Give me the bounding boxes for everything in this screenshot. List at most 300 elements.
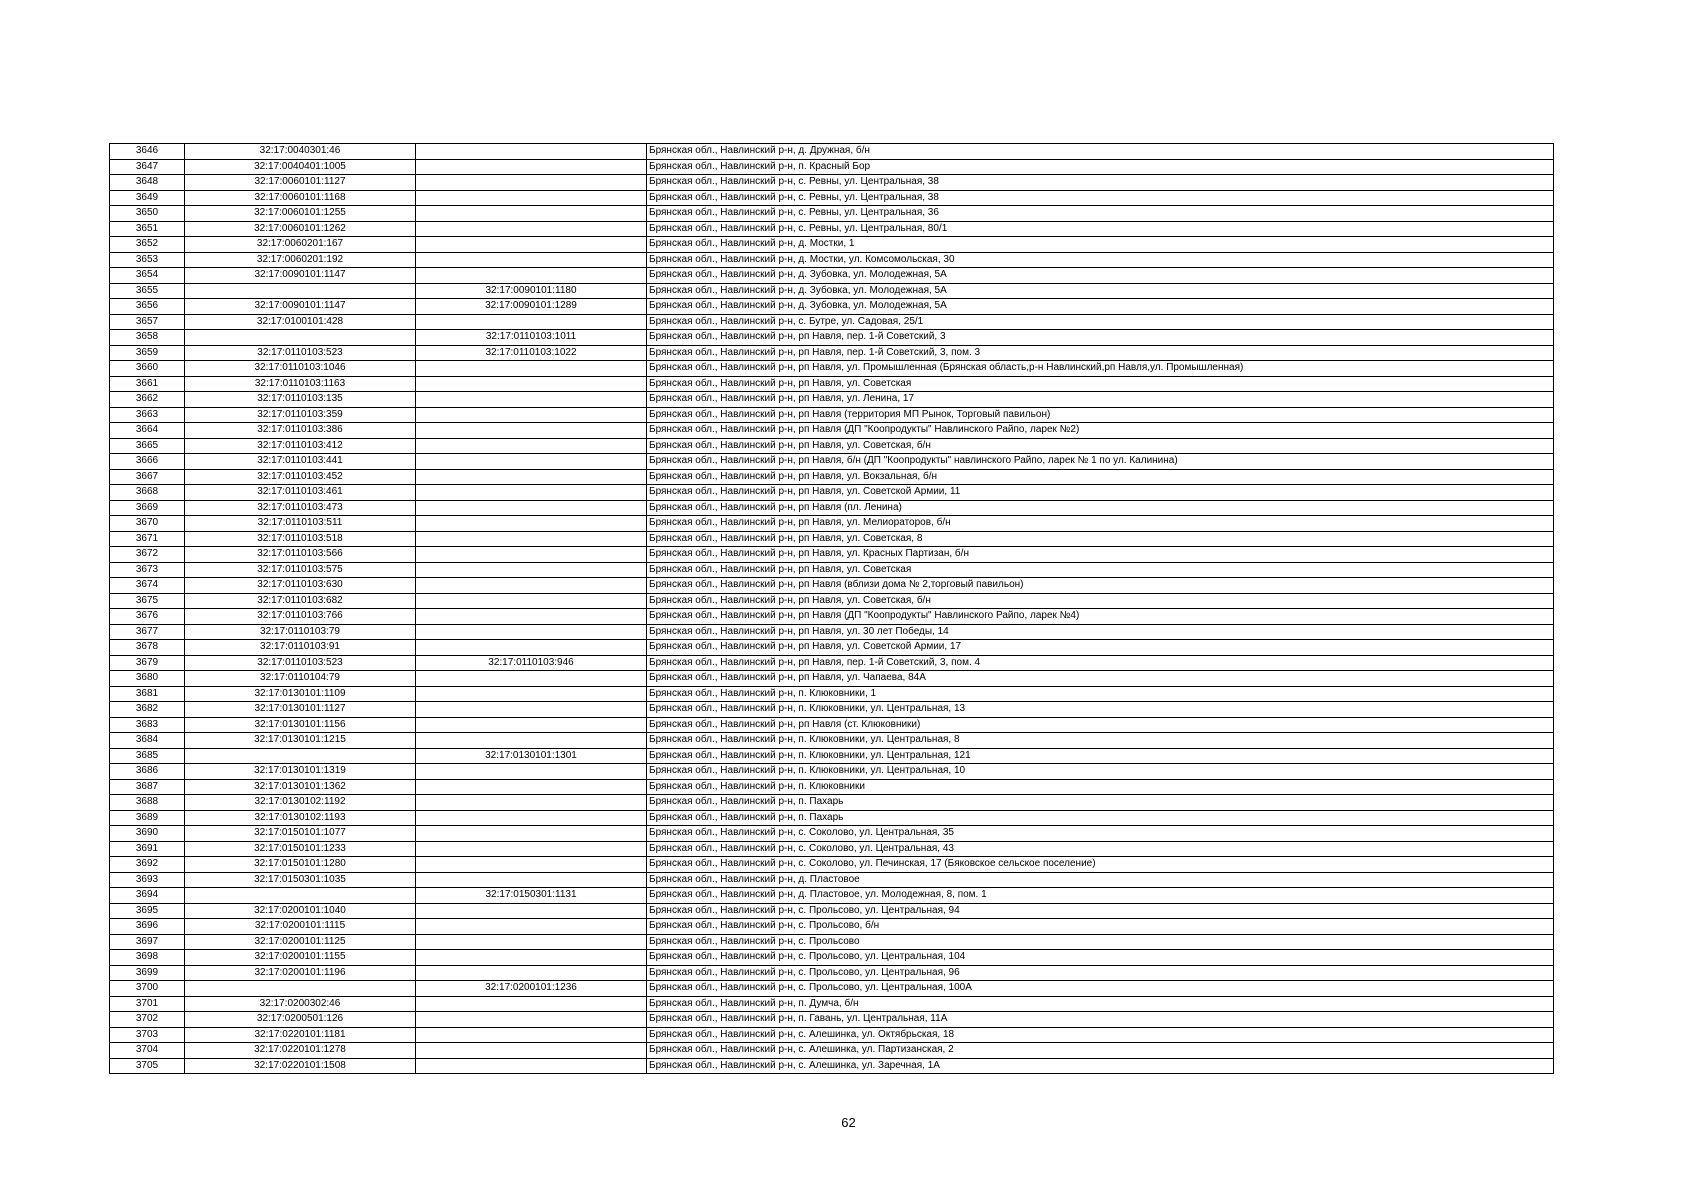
row-number-cell: 3650 bbox=[110, 206, 185, 222]
address-cell: Брянская обл., Навлинский р-н, рп Навля, ул. Мелиораторов, б/н bbox=[647, 516, 1554, 532]
registry-table bbox=[109, 143, 1554, 1074]
table-row bbox=[110, 1012, 1554, 1028]
cadastral-number-cell: 32:17:0060101:1168 bbox=[185, 190, 416, 206]
related-cadastral-number-cell bbox=[416, 795, 647, 811]
related-cadastral-number-cell bbox=[416, 779, 647, 795]
related-cadastral-number-cell: 32:17:0110103:1022 bbox=[416, 345, 647, 361]
table-row bbox=[110, 144, 1554, 160]
table-row bbox=[110, 454, 1554, 470]
cadastral-number-cell: 32:17:0200501:126 bbox=[185, 1012, 416, 1028]
table-row bbox=[110, 175, 1554, 191]
row-number-cell: 3683 bbox=[110, 717, 185, 733]
related-cadastral-number-cell bbox=[416, 252, 647, 268]
row-number-cell: 3698 bbox=[110, 950, 185, 966]
table-row bbox=[110, 221, 1554, 237]
address-cell: Брянская обл., Навлинский р-н, д. Мостки, 1 bbox=[647, 237, 1554, 253]
table-row bbox=[110, 578, 1554, 594]
table-row bbox=[110, 407, 1554, 423]
related-cadastral-number-cell bbox=[416, 593, 647, 609]
cadastral-number-cell: 32:17:0060101:1127 bbox=[185, 175, 416, 191]
table-row bbox=[110, 717, 1554, 733]
row-number-cell: 3665 bbox=[110, 438, 185, 454]
address-cell: Брянская обл., Навлинский р-н, рп Навля, ул. Промышленная (Брянская область,р-н Навлинский,рп Навля,ул. Промышленная) bbox=[647, 361, 1554, 377]
cadastral-number-cell: 32:17:0060201:192 bbox=[185, 252, 416, 268]
address-cell: Брянская обл., Навлинский р-н, п. Пахарь bbox=[647, 810, 1554, 826]
cadastral-number-cell: 32:17:0110103:412 bbox=[185, 438, 416, 454]
row-number-cell: 3703 bbox=[110, 1027, 185, 1043]
cadastral-number-cell bbox=[185, 888, 416, 904]
cadastral-number-cell: 32:17:0110103:518 bbox=[185, 531, 416, 547]
row-number-cell: 3654 bbox=[110, 268, 185, 284]
address-cell: Брянская обл., Навлинский р-н, рп Навля (ДП "Коопродукты" Навлинского Райпо, ларек №2) bbox=[647, 423, 1554, 439]
address-cell: Брянская обл., Навлинский р-н, п. Клюковники, ул. Центральная, 10 bbox=[647, 764, 1554, 780]
cadastral-number-cell: 32:17:0220101:1278 bbox=[185, 1043, 416, 1059]
related-cadastral-number-cell bbox=[416, 531, 647, 547]
address-cell: Брянская обл., Навлинский р-н, с. Прольсово, ул. Центральная, 104 bbox=[647, 950, 1554, 966]
table-row bbox=[110, 903, 1554, 919]
cadastral-number-cell: 32:17:0110103:79 bbox=[185, 624, 416, 640]
row-number-cell: 3669 bbox=[110, 500, 185, 516]
page-number: 62 bbox=[841, 1115, 856, 1130]
address-cell: Брянская обл., Навлинский р-н, д. Пластовое bbox=[647, 872, 1554, 888]
cadastral-number-cell: 32:17:0110103:91 bbox=[185, 640, 416, 656]
related-cadastral-number-cell bbox=[416, 221, 647, 237]
row-number-cell: 3673 bbox=[110, 562, 185, 578]
related-cadastral-number-cell bbox=[416, 392, 647, 408]
table-row bbox=[110, 934, 1554, 950]
cadastral-number-cell: 32:17:0090101:1147 bbox=[185, 268, 416, 284]
cadastral-number-cell: 32:17:0200101:1125 bbox=[185, 934, 416, 950]
address-cell: Брянская обл., Навлинский р-н, рп Навля, ул. Советской Армии, 11 bbox=[647, 485, 1554, 501]
related-cadastral-number-cell bbox=[416, 671, 647, 687]
row-number-cell: 3677 bbox=[110, 624, 185, 640]
address-cell: Брянская обл., Навлинский р-н, п. Клюковники, ул. Центральная, 8 bbox=[647, 733, 1554, 749]
related-cadastral-number-cell bbox=[416, 810, 647, 826]
table-row bbox=[110, 423, 1554, 439]
address-cell: Брянская обл., Навлинский р-н, д. Пластовое, ул. Молодежная, 8, пом. 1 bbox=[647, 888, 1554, 904]
table-row bbox=[110, 376, 1554, 392]
row-number-cell: 3657 bbox=[110, 314, 185, 330]
address-cell: Брянская обл., Навлинский р-н, рп Навля, ул. Чапаева, 84А bbox=[647, 671, 1554, 687]
address-cell: Брянская обл., Навлинский р-н, п. Клюковники, ул. Центральная, 13 bbox=[647, 702, 1554, 718]
cadastral-number-cell: 32:17:0200101:1040 bbox=[185, 903, 416, 919]
row-number-cell: 3676 bbox=[110, 609, 185, 625]
row-number-cell: 3652 bbox=[110, 237, 185, 253]
cadastral-number-cell: 32:17:0110103:452 bbox=[185, 469, 416, 485]
cadastral-number-cell: 32:17:0200101:1155 bbox=[185, 950, 416, 966]
address-cell: Брянская обл., Навлинский р-н, рп Навля, ул. Советская, б/н bbox=[647, 438, 1554, 454]
table-row bbox=[110, 283, 1554, 299]
table-row bbox=[110, 252, 1554, 268]
address-cell: Брянская обл., Навлинский р-н, рп Навля (пл. Ленина) bbox=[647, 500, 1554, 516]
related-cadastral-number-cell: 32:17:0110103:946 bbox=[416, 655, 647, 671]
address-cell: Брянская обл., Навлинский р-н, рп Навля, ул. Вокзальная, б/н bbox=[647, 469, 1554, 485]
cadastral-number-cell: 32:17:0110103:766 bbox=[185, 609, 416, 625]
table-row bbox=[110, 330, 1554, 346]
cadastral-number-cell: 32:17:0130101:1156 bbox=[185, 717, 416, 733]
related-cadastral-number-cell bbox=[416, 872, 647, 888]
table-row bbox=[110, 748, 1554, 764]
related-cadastral-number-cell bbox=[416, 268, 647, 284]
row-number-cell: 3694 bbox=[110, 888, 185, 904]
address-cell: Брянская обл., Навлинский р-н, п. Клюковники bbox=[647, 779, 1554, 795]
row-number-cell: 3702 bbox=[110, 1012, 185, 1028]
table-row bbox=[110, 1027, 1554, 1043]
row-number-cell: 3705 bbox=[110, 1058, 185, 1074]
address-cell: Брянская обл., Навлинский р-н, с. Прольсово, ул. Центральная, 94 bbox=[647, 903, 1554, 919]
cadastral-number-cell: 32:17:0110103:473 bbox=[185, 500, 416, 516]
address-cell: Брянская обл., Навлинский р-н, рп Навля, ул. Советской Армии, 17 bbox=[647, 640, 1554, 656]
related-cadastral-number-cell bbox=[416, 934, 647, 950]
cadastral-number-cell: 32:17:0200302:46 bbox=[185, 996, 416, 1012]
related-cadastral-number-cell bbox=[416, 237, 647, 253]
address-cell: Брянская обл., Навлинский р-н, п. Клюковники, ул. Центральная, 121 bbox=[647, 748, 1554, 764]
address-cell: Брянская обл., Навлинский р-н, рп Навля, ул. Ленина, 17 bbox=[647, 392, 1554, 408]
address-cell: Брянская обл., Навлинский р-н, с. Алешинка, ул. Заречная, 1А bbox=[647, 1058, 1554, 1074]
row-number-cell: 3690 bbox=[110, 826, 185, 842]
row-number-cell: 3699 bbox=[110, 965, 185, 981]
related-cadastral-number-cell bbox=[416, 1058, 647, 1074]
related-cadastral-number-cell bbox=[416, 965, 647, 981]
row-number-cell: 3658 bbox=[110, 330, 185, 346]
cadastral-number-cell: 32:17:0130101:1319 bbox=[185, 764, 416, 780]
row-number-cell: 3656 bbox=[110, 299, 185, 315]
related-cadastral-number-cell bbox=[416, 733, 647, 749]
row-number-cell: 3675 bbox=[110, 593, 185, 609]
cadastral-number-cell: 32:17:0110103:566 bbox=[185, 547, 416, 563]
related-cadastral-number-cell bbox=[416, 454, 647, 470]
table-row bbox=[110, 764, 1554, 780]
address-cell: Брянская обл., Навлинский р-н, с. Прольсово bbox=[647, 934, 1554, 950]
row-number-cell: 3678 bbox=[110, 640, 185, 656]
address-cell: Брянская обл., Навлинский р-н, п. Гавань, ул. Центральная, 11А bbox=[647, 1012, 1554, 1028]
table-row bbox=[110, 547, 1554, 563]
related-cadastral-number-cell bbox=[416, 423, 647, 439]
cadastral-number-cell: 32:17:0110103:511 bbox=[185, 516, 416, 532]
cadastral-number-cell: 32:17:0130101:1127 bbox=[185, 702, 416, 718]
row-number-cell: 3704 bbox=[110, 1043, 185, 1059]
table-row bbox=[110, 779, 1554, 795]
cadastral-number-cell: 32:17:0130102:1192 bbox=[185, 795, 416, 811]
table-row bbox=[110, 593, 1554, 609]
table-row bbox=[110, 624, 1554, 640]
address-cell: Брянская обл., Навлинский р-н, с. Ревны, ул. Центральная, 80/1 bbox=[647, 221, 1554, 237]
table-row bbox=[110, 314, 1554, 330]
table-row bbox=[110, 268, 1554, 284]
address-cell: Брянская обл., Навлинский р-н, рп Навля, б/н (ДП "Коопродукты" навлинского Райпо, ларек № 1 по ул. Калинина) bbox=[647, 454, 1554, 470]
related-cadastral-number-cell bbox=[416, 903, 647, 919]
address-cell: Брянская обл., Навлинский р-н, с. Прольсово, ул. Центральная, 96 bbox=[647, 965, 1554, 981]
address-cell: Брянская обл., Навлинский р-н, д. Мостки, ул. Комсомольская, 30 bbox=[647, 252, 1554, 268]
address-cell: Брянская обл., Навлинский р-н, рп Навля, пер. 1-й Советский, 3, пом. 3 bbox=[647, 345, 1554, 361]
cadastral-number-cell bbox=[185, 283, 416, 299]
row-number-cell: 3664 bbox=[110, 423, 185, 439]
cadastral-number-cell: 32:17:0110103:359 bbox=[185, 407, 416, 423]
table-row bbox=[110, 500, 1554, 516]
cadastral-number-cell: 32:17:0060201:167 bbox=[185, 237, 416, 253]
cadastral-number-cell: 32:17:0110103:630 bbox=[185, 578, 416, 594]
address-cell: Брянская обл., Навлинский р-н, с. Алешинка, ул. Октябрьская, 18 bbox=[647, 1027, 1554, 1043]
row-number-cell: 3663 bbox=[110, 407, 185, 423]
address-cell: Брянская обл., Навлинский р-н, с. Ревны, ул. Центральная, 38 bbox=[647, 190, 1554, 206]
cadastral-number-cell: 32:17:0200101:1115 bbox=[185, 919, 416, 935]
table-row bbox=[110, 361, 1554, 377]
address-cell: Брянская обл., Навлинский р-н, д. Зубовка, ул. Молодежная, 5А bbox=[647, 268, 1554, 284]
cadastral-number-cell: 32:17:0130101:1215 bbox=[185, 733, 416, 749]
cadastral-number-cell: 32:17:0090101:1147 bbox=[185, 299, 416, 315]
cadastral-number-cell: 32:17:0110103:1046 bbox=[185, 361, 416, 377]
table-row bbox=[110, 640, 1554, 656]
related-cadastral-number-cell bbox=[416, 826, 647, 842]
address-cell: Брянская обл., Навлинский р-н, рп Навля, ул. 30 лет Победы, 14 bbox=[647, 624, 1554, 640]
address-cell: Брянская обл., Навлинский р-н, рп Навля, ул. Советская, б/н bbox=[647, 593, 1554, 609]
row-number-cell: 3679 bbox=[110, 655, 185, 671]
address-cell: Брянская обл., Навлинский р-н, рп Навля (вблизи дома № 2,торговый павильон) bbox=[647, 578, 1554, 594]
row-number-cell: 3695 bbox=[110, 903, 185, 919]
address-cell: Брянская обл., Навлинский р-н, с. Ревны, ул. Центральная, 36 bbox=[647, 206, 1554, 222]
related-cadastral-number-cell bbox=[416, 919, 647, 935]
table-row bbox=[110, 1043, 1554, 1059]
row-number-cell: 3651 bbox=[110, 221, 185, 237]
row-number-cell: 3653 bbox=[110, 252, 185, 268]
table-row bbox=[110, 950, 1554, 966]
related-cadastral-number-cell bbox=[416, 686, 647, 702]
row-number-cell: 3662 bbox=[110, 392, 185, 408]
cadastral-number-cell: 32:17:0100101:428 bbox=[185, 314, 416, 330]
address-cell: Брянская обл., Навлинский р-н, д. Зубовка, ул. Молодежная, 5А bbox=[647, 283, 1554, 299]
table-row bbox=[110, 299, 1554, 315]
table-row bbox=[110, 996, 1554, 1012]
related-cadastral-number-cell: 32:17:0090101:1180 bbox=[416, 283, 647, 299]
registry-table-body bbox=[110, 144, 1554, 1074]
row-number-cell: 3701 bbox=[110, 996, 185, 1012]
related-cadastral-number-cell bbox=[416, 764, 647, 780]
cadastral-number-cell: 32:17:0110103:461 bbox=[185, 485, 416, 501]
cadastral-number-cell bbox=[185, 748, 416, 764]
related-cadastral-number-cell bbox=[416, 841, 647, 857]
address-cell: Брянская обл., Навлинский р-н, рп Навля, ул. Советская bbox=[647, 562, 1554, 578]
cadastral-number-cell: 32:17:0060101:1255 bbox=[185, 206, 416, 222]
row-number-cell: 3691 bbox=[110, 841, 185, 857]
related-cadastral-number-cell bbox=[416, 190, 647, 206]
address-cell: Брянская обл., Навлинский р-н, рп Навля (ДП "Коопродукты" Навлинского Райпо, ларек №4) bbox=[647, 609, 1554, 625]
row-number-cell: 3697 bbox=[110, 934, 185, 950]
row-number-cell: 3646 bbox=[110, 144, 185, 160]
row-number-cell: 3668 bbox=[110, 485, 185, 501]
table-row bbox=[110, 686, 1554, 702]
row-number-cell: 3681 bbox=[110, 686, 185, 702]
related-cadastral-number-cell bbox=[416, 624, 647, 640]
related-cadastral-number-cell: 32:17:0130101:1301 bbox=[416, 748, 647, 764]
cadastral-number-cell: 32:17:0220101:1508 bbox=[185, 1058, 416, 1074]
table-row bbox=[110, 981, 1554, 997]
table-row bbox=[110, 795, 1554, 811]
cadastral-number-cell: 32:17:0040301:46 bbox=[185, 144, 416, 160]
related-cadastral-number-cell bbox=[416, 717, 647, 733]
row-number-cell: 3685 bbox=[110, 748, 185, 764]
cadastral-number-cell: 32:17:0110103:523 bbox=[185, 345, 416, 361]
related-cadastral-number-cell bbox=[416, 702, 647, 718]
table-row bbox=[110, 392, 1554, 408]
address-cell: Брянская обл., Навлинский р-н, с. Алешинка, ул. Партизанская, 2 bbox=[647, 1043, 1554, 1059]
row-number-cell: 3692 bbox=[110, 857, 185, 873]
row-number-cell: 3672 bbox=[110, 547, 185, 563]
cadastral-number-cell bbox=[185, 981, 416, 997]
related-cadastral-number-cell bbox=[416, 407, 647, 423]
table-row bbox=[110, 1058, 1554, 1074]
related-cadastral-number-cell bbox=[416, 1027, 647, 1043]
address-cell: Брянская обл., Навлинский р-н, д. Зубовка, ул. Молодежная, 5А bbox=[647, 299, 1554, 315]
address-cell: Брянская обл., Навлинский р-н, с. Бутре, ул. Садовая, 25/1 bbox=[647, 314, 1554, 330]
address-cell: Брянская обл., Навлинский р-н, с. Ревны, ул. Центральная, 38 bbox=[647, 175, 1554, 191]
address-cell: Брянская обл., Навлинский р-н, рп Навля, пер. 1-й Советский, 3, пом. 4 bbox=[647, 655, 1554, 671]
address-cell: Брянская обл., Навлинский р-н, рп Навля, пер. 1-й Советский, 3 bbox=[647, 330, 1554, 346]
related-cadastral-number-cell bbox=[416, 1012, 647, 1028]
related-cadastral-number-cell bbox=[416, 996, 647, 1012]
related-cadastral-number-cell bbox=[416, 438, 647, 454]
row-number-cell: 3667 bbox=[110, 469, 185, 485]
related-cadastral-number-cell bbox=[416, 562, 647, 578]
table-row bbox=[110, 872, 1554, 888]
cadastral-number-cell: 32:17:0110103:575 bbox=[185, 562, 416, 578]
related-cadastral-number-cell bbox=[416, 857, 647, 873]
related-cadastral-number-cell bbox=[416, 175, 647, 191]
table-row bbox=[110, 609, 1554, 625]
row-number-cell: 3660 bbox=[110, 361, 185, 377]
cadastral-number-cell: 32:17:0110103:682 bbox=[185, 593, 416, 609]
row-number-cell: 3649 bbox=[110, 190, 185, 206]
table-row bbox=[110, 655, 1554, 671]
table-row bbox=[110, 159, 1554, 175]
cadastral-number-cell: 32:17:0150101:1077 bbox=[185, 826, 416, 842]
row-number-cell: 3684 bbox=[110, 733, 185, 749]
row-number-cell: 3674 bbox=[110, 578, 185, 594]
table-row bbox=[110, 888, 1554, 904]
row-number-cell: 3689 bbox=[110, 810, 185, 826]
table-row bbox=[110, 562, 1554, 578]
address-cell: Брянская обл., Навлинский р-н, с. Соколово, ул. Печинская, 17 (Бяковское сельское поселение) bbox=[647, 857, 1554, 873]
related-cadastral-number-cell bbox=[416, 1043, 647, 1059]
related-cadastral-number-cell bbox=[416, 485, 647, 501]
table-row bbox=[110, 531, 1554, 547]
row-number-cell: 3696 bbox=[110, 919, 185, 935]
address-cell: Брянская обл., Навлинский р-н, рп Навля, ул. Красных Партизан, б/н bbox=[647, 547, 1554, 563]
address-cell: Брянская обл., Навлинский р-н, рп Навля, ул. Советская bbox=[647, 376, 1554, 392]
cadastral-number-cell: 32:17:0060101:1262 bbox=[185, 221, 416, 237]
table-row bbox=[110, 841, 1554, 857]
row-number-cell: 3670 bbox=[110, 516, 185, 532]
related-cadastral-number-cell: 32:17:0200101:1236 bbox=[416, 981, 647, 997]
row-number-cell: 3647 bbox=[110, 159, 185, 175]
table-row bbox=[110, 857, 1554, 873]
cadastral-number-cell: 32:17:0110103:386 bbox=[185, 423, 416, 439]
address-cell: Брянская обл., Навлинский р-н, п. Пахарь bbox=[647, 795, 1554, 811]
address-cell: Брянская обл., Навлинский р-н, д. Дружная, б/н bbox=[647, 144, 1554, 160]
related-cadastral-number-cell bbox=[416, 609, 647, 625]
related-cadastral-number-cell bbox=[416, 516, 647, 532]
table-row bbox=[110, 206, 1554, 222]
cadastral-number-cell: 32:17:0110103:441 bbox=[185, 454, 416, 470]
cadastral-number-cell: 32:17:0150101:1280 bbox=[185, 857, 416, 873]
row-number-cell: 3648 bbox=[110, 175, 185, 191]
row-number-cell: 3688 bbox=[110, 795, 185, 811]
cadastral-number-cell: 32:17:0110103:135 bbox=[185, 392, 416, 408]
cadastral-number-cell: 32:17:0150301:1035 bbox=[185, 872, 416, 888]
related-cadastral-number-cell: 32:17:0110103:1011 bbox=[416, 330, 647, 346]
table-row bbox=[110, 485, 1554, 501]
cadastral-number-cell: 32:17:0110103:1163 bbox=[185, 376, 416, 392]
cadastral-number-cell: 32:17:0110104:79 bbox=[185, 671, 416, 687]
address-cell: Брянская обл., Навлинский р-н, рп Навля (территория МП Рынок, Торговый павильон) bbox=[647, 407, 1554, 423]
row-number-cell: 3659 bbox=[110, 345, 185, 361]
row-number-cell: 3680 bbox=[110, 671, 185, 687]
address-cell: Брянская обл., Навлинский р-н, п. Клюковники, 1 bbox=[647, 686, 1554, 702]
table-row bbox=[110, 702, 1554, 718]
related-cadastral-number-cell bbox=[416, 950, 647, 966]
table-row bbox=[110, 438, 1554, 454]
cadastral-number-cell: 32:17:0040401:1005 bbox=[185, 159, 416, 175]
related-cadastral-number-cell bbox=[416, 144, 647, 160]
row-number-cell: 3700 bbox=[110, 981, 185, 997]
address-cell: Брянская обл., Навлинский р-н, п. Красный Бор bbox=[647, 159, 1554, 175]
table-row bbox=[110, 733, 1554, 749]
table-row bbox=[110, 810, 1554, 826]
table-row bbox=[110, 237, 1554, 253]
address-cell: Брянская обл., Навлинский р-н, рп Навля, ул. Советская, 8 bbox=[647, 531, 1554, 547]
related-cadastral-number-cell bbox=[416, 469, 647, 485]
table-row bbox=[110, 190, 1554, 206]
table-row bbox=[110, 826, 1554, 842]
table-row bbox=[110, 671, 1554, 687]
address-cell: Брянская обл., Навлинский р-н, рп Навля (ст. Клюковники) bbox=[647, 717, 1554, 733]
row-number-cell: 3671 bbox=[110, 531, 185, 547]
cadastral-number-cell: 32:17:0130102:1193 bbox=[185, 810, 416, 826]
related-cadastral-number-cell: 32:17:0150301:1131 bbox=[416, 888, 647, 904]
address-cell: Брянская обл., Навлинский р-н, п. Думча, б/н bbox=[647, 996, 1554, 1012]
related-cadastral-number-cell bbox=[416, 206, 647, 222]
row-number-cell: 3682 bbox=[110, 702, 185, 718]
cadastral-number-cell: 32:17:0130101:1362 bbox=[185, 779, 416, 795]
row-number-cell: 3661 bbox=[110, 376, 185, 392]
related-cadastral-number-cell bbox=[416, 640, 647, 656]
related-cadastral-number-cell bbox=[416, 361, 647, 377]
cadastral-number-cell: 32:17:0200101:1196 bbox=[185, 965, 416, 981]
address-cell: Брянская обл., Навлинский р-н, с. Соколово, ул. Центральная, 43 bbox=[647, 841, 1554, 857]
related-cadastral-number-cell bbox=[416, 159, 647, 175]
address-cell: Брянская обл., Навлинский р-н, с. Прольсово, б/н bbox=[647, 919, 1554, 935]
related-cadastral-number-cell bbox=[416, 314, 647, 330]
related-cadastral-number-cell: 32:17:0090101:1289 bbox=[416, 299, 647, 315]
table-row bbox=[110, 965, 1554, 981]
cadastral-number-cell: 32:17:0130101:1109 bbox=[185, 686, 416, 702]
cadastral-number-cell: 32:17:0110103:523 bbox=[185, 655, 416, 671]
related-cadastral-number-cell bbox=[416, 500, 647, 516]
table-row bbox=[110, 469, 1554, 485]
table-row bbox=[110, 919, 1554, 935]
address-cell: Брянская обл., Навлинский р-н, с. Соколово, ул. Центральная, 35 bbox=[647, 826, 1554, 842]
table-row bbox=[110, 345, 1554, 361]
related-cadastral-number-cell bbox=[416, 547, 647, 563]
table-row bbox=[110, 516, 1554, 532]
row-number-cell: 3687 bbox=[110, 779, 185, 795]
related-cadastral-number-cell bbox=[416, 578, 647, 594]
cadastral-number-cell: 32:17:0220101:1181 bbox=[185, 1027, 416, 1043]
address-cell: Брянская обл., Навлинский р-н, с. Прольсово, ул. Центральная, 100А bbox=[647, 981, 1554, 997]
row-number-cell: 3686 bbox=[110, 764, 185, 780]
cadastral-number-cell: 32:17:0150101:1233 bbox=[185, 841, 416, 857]
row-number-cell: 3693 bbox=[110, 872, 185, 888]
related-cadastral-number-cell bbox=[416, 376, 647, 392]
